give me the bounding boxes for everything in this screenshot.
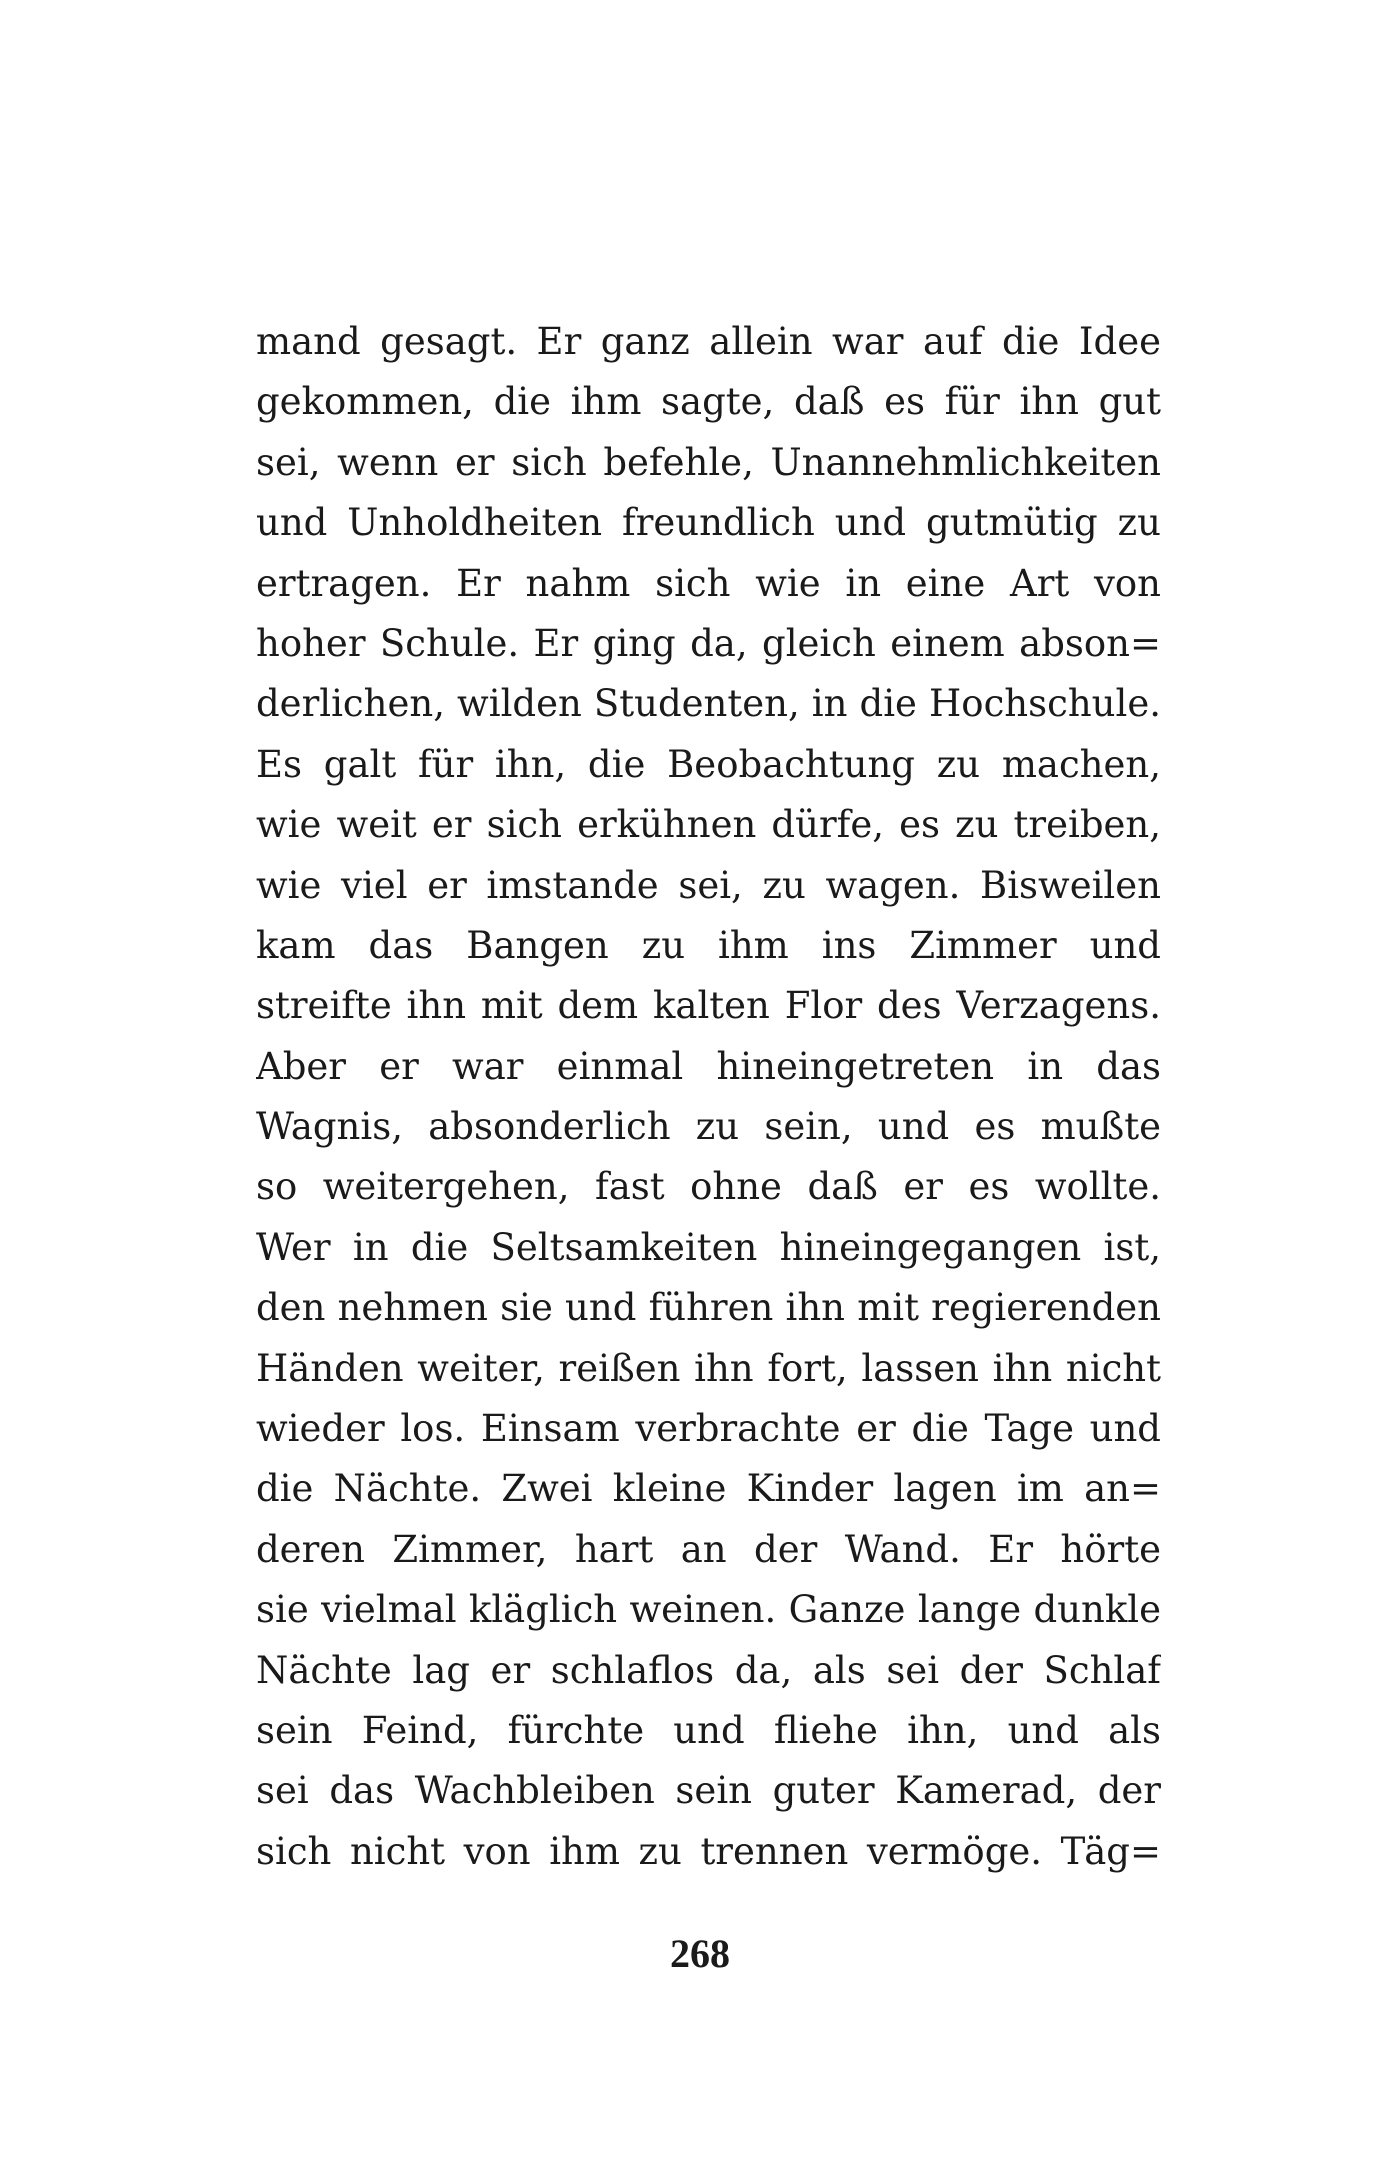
text-line-9: wie weit er sich erkühnen dürfe, es zu treiben, (256, 803, 1161, 847)
text-line-17: den nehmen sie und führen ihn mit regierenden (256, 1286, 1161, 1330)
text-line-1: mand gesagt. Er ganz allein war auf die Idee (256, 320, 1161, 363)
text-line-14: Wagnis, absonderlich zu sein, und es mußte (256, 1105, 1161, 1149)
text-line-6: hoher Schule. Er ging da, gleich einem abson= (256, 621, 1161, 665)
text-line-12: streifte ihn mit dem kalten Flor des Verzagens. (256, 984, 1161, 1028)
text-line-15: so weitergehen, fast ohne daß er es wollte. (256, 1165, 1161, 1209)
text-line-23: Nächte lag er schlaflos da, als sei der Schlaf (256, 1648, 1161, 1692)
text-line-5: ertragen. Er nahm sich wie in eine Art von (256, 561, 1161, 605)
text-line-22: sie vielmal kläglich weinen. Ganze lange dunkle (256, 1588, 1161, 1632)
text-line-21: deren Zimmer, hart an der Wand. Er hörte (256, 1527, 1161, 1571)
text-line-25: sei das Wachbleiben sein guter Kamerad, der (256, 1769, 1161, 1813)
text-line-13: Aber er war einmal hineingetreten in das (256, 1044, 1161, 1088)
text-line-7: derlichen, wilden Studenten, in die Hochschule. (256, 682, 1161, 726)
body-text (256, 312, 1161, 1882)
text-line-19: wieder los. Einsam verbrachte er die Tage und (256, 1407, 1161, 1451)
text-line-8: Es galt für ihn, die Beobachtung zu machen, (256, 742, 1161, 786)
text-line-11: kam das Bangen zu ihm ins Zimmer und (256, 923, 1161, 967)
text-line-20: die Nächte. Zwei kleine Kinder lagen im an= (256, 1467, 1161, 1511)
text-line-3: sei, wenn er sich befehle, Unannehmlichkeiten (256, 440, 1161, 484)
page-number: 268 (670, 1931, 730, 1976)
text-line-24: sein Feind, fürchte und fliehe ihn, und als (256, 1708, 1161, 1752)
text-line-18: Händen weiter, reißen ihn fort, lassen ihn nicht (256, 1346, 1161, 1390)
text-line-4: und Unholdheiten freundlich und gutmütig zu (256, 501, 1161, 545)
text-line-10: wie viel er imstande sei, zu wagen. Bisweilen (256, 863, 1161, 907)
text-line-16: Wer in die Seltsamkeiten hineingegangen ist, (256, 1225, 1161, 1269)
text-line-26: sich nicht von ihm zu trennen vermöge. Täg= (256, 1829, 1161, 1873)
text-line-2: gekommen, die ihm sagte, daß es für ihn gut (256, 380, 1161, 424)
